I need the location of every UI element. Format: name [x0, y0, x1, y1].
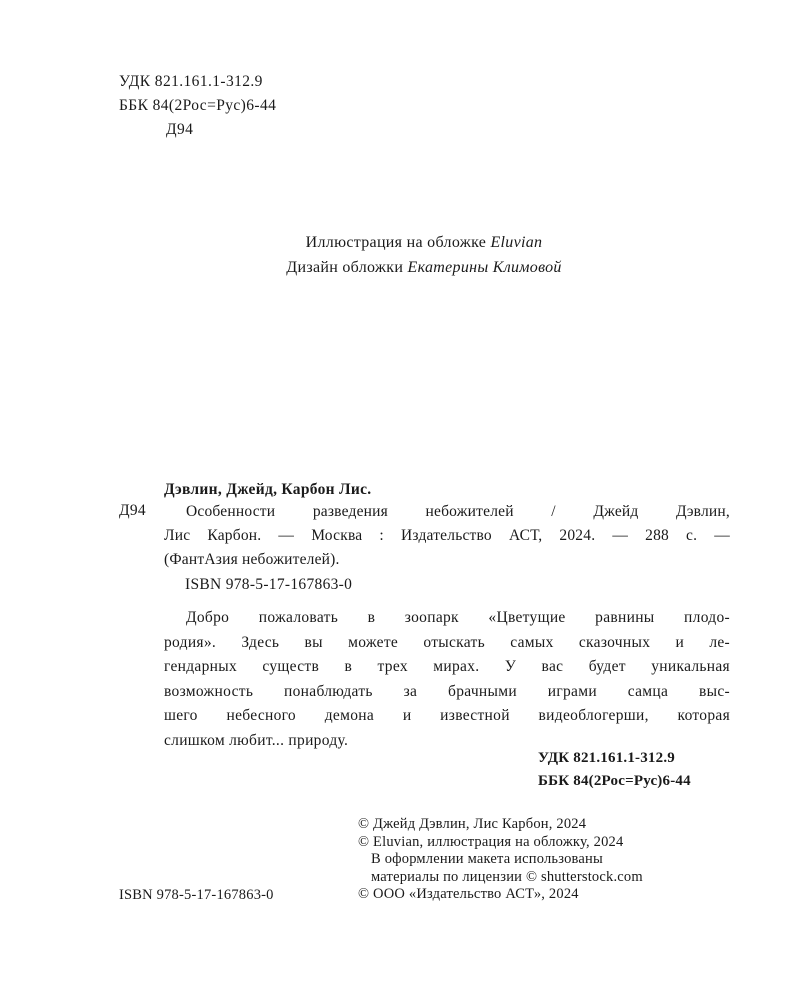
description-line: (ФантАзия небожителей).: [164, 551, 340, 568]
designer-name: Екатерины Климовой: [407, 259, 562, 276]
annotation-line: родия». Здесь вы можете отыскать самых сказочных и ле-: [164, 633, 730, 651]
annotation-line: возможность понаблюдать за брачными играми самца выс-: [164, 682, 730, 700]
design-credit: [0, 255, 800, 280]
illustration-credit: [0, 230, 800, 255]
description-line: Особенности разведения небожителей / Джейд Дэвлин,: [186, 503, 730, 520]
illustrator-name: Eluvian: [490, 234, 543, 251]
bbk-code: ББК 84(2Рос=Рус)6-44: [538, 773, 691, 789]
footer-classification-codes: [538, 747, 691, 793]
annotation: [164, 606, 730, 753]
isbn-bottom: ISBN 978-5-17-167863-0: [119, 887, 274, 903]
isbn: ISBN 978-5-17-167863-0: [185, 576, 353, 593]
author-mark: Д94: [166, 121, 194, 138]
annotation-line: гендарных существ в трех мирах. У вас будет уникальная: [164, 658, 730, 675]
annotation-line: шего небесного демона и известной видеоблогерши, которая: [164, 707, 730, 724]
copyright-block: [358, 816, 643, 904]
header-classification-codes: [119, 70, 276, 142]
bibliographic-authors: Дэвлин, Джейд, Карбон Лис.: [164, 481, 372, 498]
copyright-line: материалы по лицензии © shutterstock.com: [371, 868, 643, 885]
copyright-line: © Eluvian, иллюстрация на обложку, 2024: [358, 833, 624, 850]
illustration-label: Иллюстрация на обложке: [305, 234, 491, 251]
bibliographic-author-mark: Д94: [119, 502, 146, 519]
description-line: Лис Карбон. — Москва : Издательство АСТ, 2024. — 288 с. —: [164, 527, 730, 544]
bibliographic-description: [164, 500, 730, 572]
annotation-line: слишком любит... природу.: [164, 731, 349, 749]
bbk-code: ББК 84(2Рос=Рус)6-44: [119, 97, 277, 114]
copyright-line: © Джейд Дэвлин, Лис Карбон, 2024: [358, 816, 587, 832]
udk-code: УДК 821.161.1-312.9: [538, 750, 675, 766]
udk-code: УДК 821.161.1-312.9: [119, 73, 263, 90]
design-label: Дизайн обложки: [286, 259, 408, 276]
copyright-line: © ООО «Издательство АСТ», 2024: [358, 886, 579, 902]
annotation-line: Добро пожаловать в зоопарк «Цветущие равнины плодо-: [186, 609, 730, 626]
cover-credits: [0, 230, 800, 280]
copyright-line: В оформлении макета использованы: [371, 851, 603, 867]
